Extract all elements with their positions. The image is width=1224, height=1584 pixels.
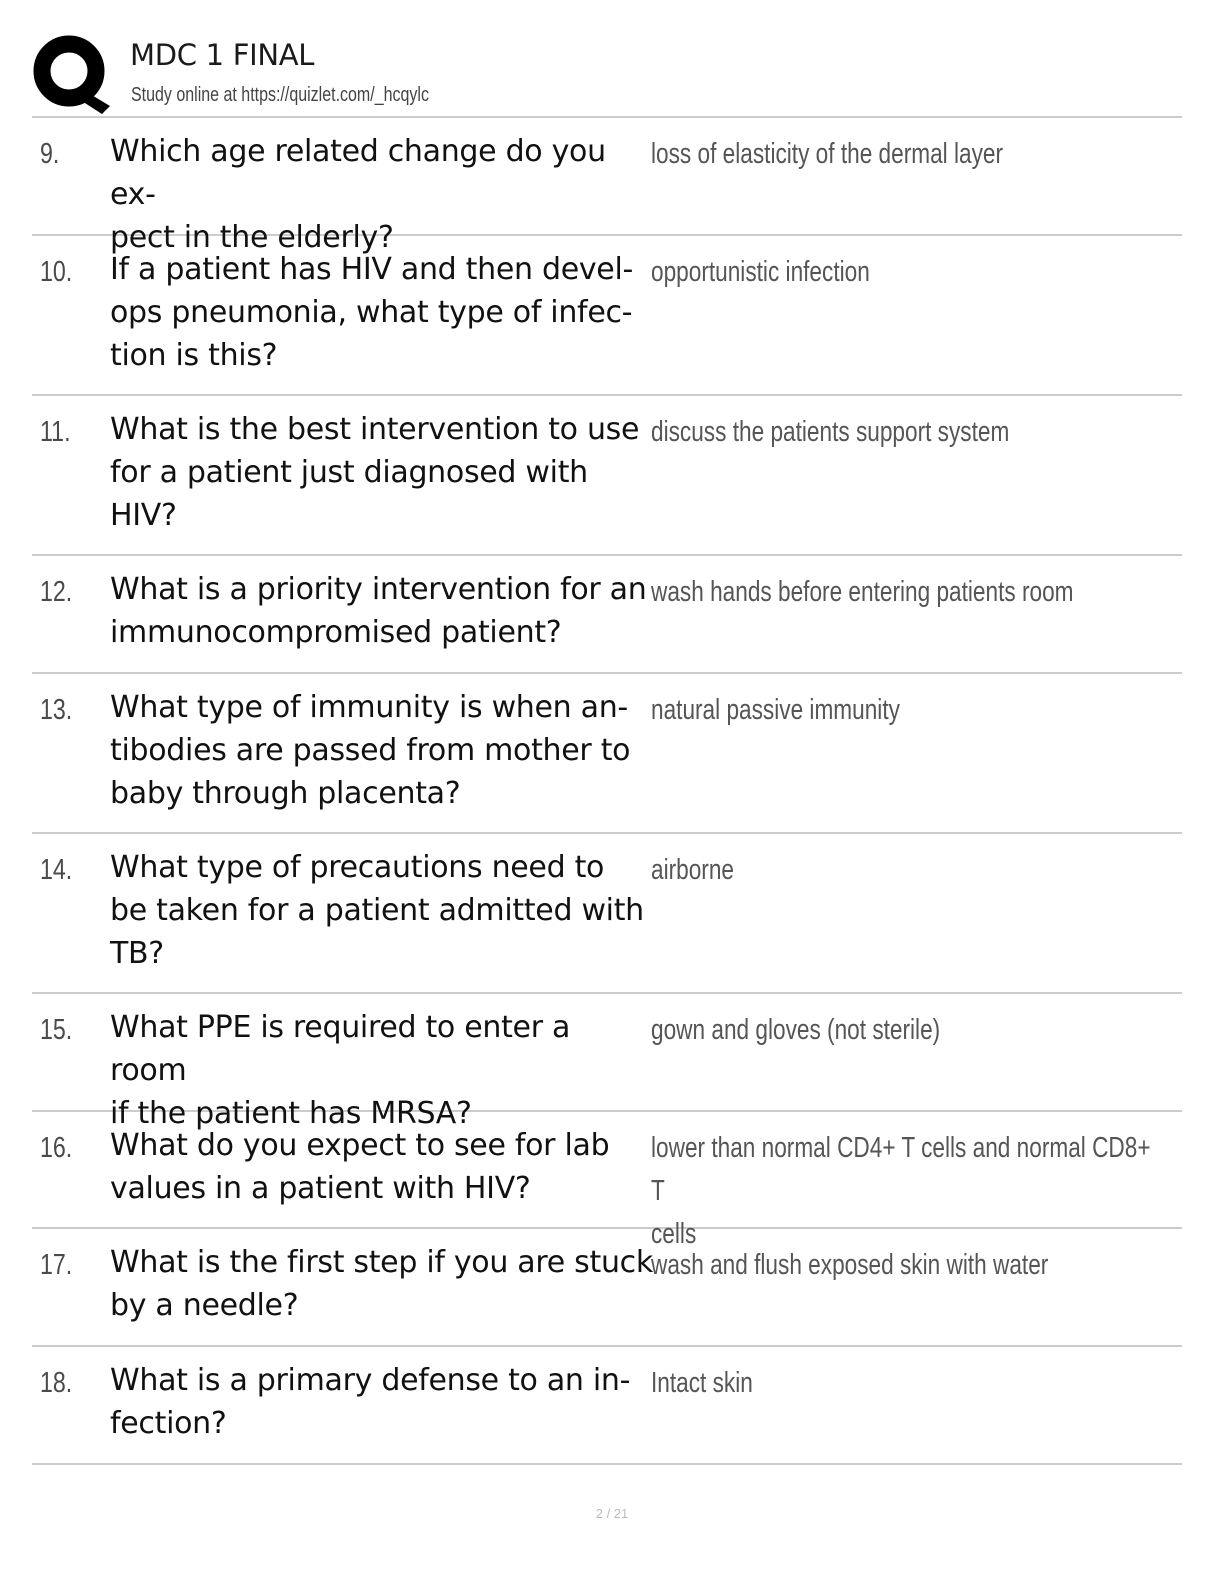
flashcard bbox=[32, 1229, 1182, 1347]
page-number: 2 / 21 bbox=[595, 1506, 629, 1521]
card-definition: wash hands before entering patients room bbox=[651, 576, 1074, 608]
flashcard bbox=[32, 834, 1182, 994]
card-term: What type of precautions need to be taken for a patient admitted with TB? bbox=[110, 850, 644, 971]
study-link[interactable]: Study online at https://quizlet.com/_hcqylc bbox=[131, 84, 429, 106]
card-definition: wash and flush exposed skin with water bbox=[651, 1249, 1049, 1281]
card-number: 13. bbox=[40, 694, 73, 726]
flashcard bbox=[32, 396, 1182, 556]
card-term: What is the best intervention to use for a patient just diagnosed with HIV? bbox=[110, 412, 640, 533]
card-term: What is a primary defense to an in- fection? bbox=[110, 1363, 631, 1441]
card-number: 14. bbox=[40, 854, 73, 886]
card-definition: natural passive immunity bbox=[651, 694, 900, 726]
card-definition: opportunistic infection bbox=[651, 256, 870, 288]
flashcard bbox=[32, 118, 1182, 255]
card-definition: discuss the patients support system bbox=[651, 416, 1010, 448]
flashcard bbox=[32, 994, 1182, 1131]
card-definition: airborne bbox=[651, 854, 734, 886]
card-number: 16. bbox=[40, 1132, 73, 1164]
card-definition: loss of elasticity of the dermal layer bbox=[651, 138, 1004, 170]
document-header bbox=[32, 30, 1182, 116]
card-term: Which age related change do you ex- pect in the elderly? bbox=[110, 134, 606, 255]
card-number: 18. bbox=[40, 1367, 73, 1399]
flashcard bbox=[32, 1112, 1182, 1250]
flashcard-list bbox=[32, 118, 1182, 1465]
flashcard bbox=[32, 556, 1182, 674]
card-term: What do you expect to see for lab values in a patient with HIV? bbox=[110, 1128, 610, 1206]
page-title: MDC 1 FINAL bbox=[130, 38, 315, 72]
card-number: 17. bbox=[40, 1249, 73, 1281]
card-term: What PPE is required to enter a room if the patient has MRSA? bbox=[110, 1010, 571, 1131]
card-definition: lower than normal CD4+ T cells and normal CD8+ T cells bbox=[651, 1132, 1151, 1250]
card-number: 12. bbox=[40, 576, 73, 608]
card-number: 9. bbox=[40, 138, 60, 170]
card-term: What is the first step if you are stuck by a needle? bbox=[110, 1245, 653, 1323]
card-number: 10. bbox=[40, 256, 73, 288]
card-number: 15. bbox=[40, 1014, 73, 1046]
card-definition: Intact skin bbox=[651, 1367, 753, 1399]
card-definition: gown and gloves (not sterile) bbox=[651, 1014, 941, 1046]
card-number: 11. bbox=[40, 416, 71, 448]
flashcard bbox=[32, 1347, 1182, 1465]
flashcard bbox=[32, 236, 1182, 396]
card-term: If a patient has HIV and then devel- ops pneumonia, what type of infec- tion is this? bbox=[110, 252, 634, 373]
flashcard bbox=[32, 674, 1182, 834]
card-term: What is a priority intervention for an immunocompromised patient? bbox=[110, 572, 647, 650]
card-term: What type of immunity is when an- tibodies are passed from mother to baby through placenta? bbox=[110, 690, 631, 811]
quizlet-q-logo-icon bbox=[32, 34, 112, 114]
